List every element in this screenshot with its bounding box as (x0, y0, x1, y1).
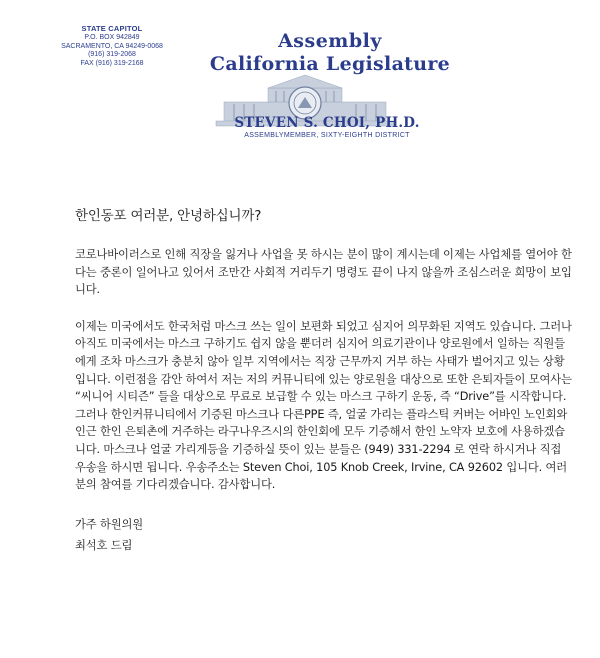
address-line: SACRAMENTO, CA 94249-0068 (61, 42, 163, 50)
assembly-wordmark (200, 30, 460, 76)
address-line: P.O. BOX 942849 (84, 33, 140, 41)
brand-line-assembly: Assembly (278, 30, 382, 52)
signature (75, 514, 575, 556)
address-line: FAX (916) 319-2168 (80, 60, 144, 68)
letter-body (75, 207, 575, 556)
member-district: ASSEMBLYMEMBER, SIXTY-EIGHTH DISTRICT (244, 132, 410, 139)
greeting: 한인동포 여러분, 안녕하십니까? (75, 208, 262, 224)
signature-title: 가주 하원의원 (75, 517, 144, 531)
paragraph-1: 코로나바이러스로 인해 직장을 잃거나 사업을 못 하시는 분이 많이 계시는데 이제는 사업체를 열어야 한다는 중론이 일어나고 있어서 조만간 사회적 거리두기 명령도 끝이 나지 않을까 조심스러운 희망이 보입니다. (75, 248, 572, 297)
signature-name: 최석호 드림 (75, 538, 133, 552)
member-name: STEVEN S. CHOI, PH.D. (234, 115, 420, 131)
office-address (52, 25, 172, 69)
address-line: (916) 319-2068 (88, 51, 136, 59)
paragraph-2: 이제는 미국에서도 한국처럼 마스크 쓰는 일이 보편화 되었고 심지어 의무화된 지역도 있습니다. 그러나 아직도 미국에서는 마스크 구하기도 쉽지 않을 뿐더러 심지어 의료기관이나 양로원에서 일하는 직원들에게 조차 마스크가 충분치 않아 일부 지역에서는 직장 근무까지 거부 하는 사태가 벌어지고 있는 상황입니다. 이런점을 감안 하여서 저는 저의 커뮤니티에 있는 양로원을 대상으로 또한 은퇴자들이 모여사는 “씨니어 시티즌” 들을 대상으로 무료로 보급할 수 있는 마스크 구하기 운동, 즉 “Drive”를 시작합니다. 그러나 한인커뮤니티에서 기증된 마스크나 다른PPE 즉, 얼굴 가리는 플라스틱 커버는 어바인 노인회와 인근 한인 은퇴촌에 거주하는 라구나우즈시의 한인회에 모두 기증해서 한인 노약자 보호에 사용하겠습니다. 마스크나 얼굴 가리게등을 기증하실 뜻이 있는 분들은 (949) 331-2294 로 연락 하시거나 직접 우송을 하시면 됩니다. 우송주소는 Steven Choi, 105 Knob Creek, Irvine, CA 92602 입니다. 여러분의 참여를 기다리겠습니다. 감사합니다. (75, 319, 572, 492)
member-block (222, 115, 432, 140)
brand-line-legislature: California Legislature (209, 53, 451, 75)
address-title: STATE CAPITOL (81, 24, 143, 33)
